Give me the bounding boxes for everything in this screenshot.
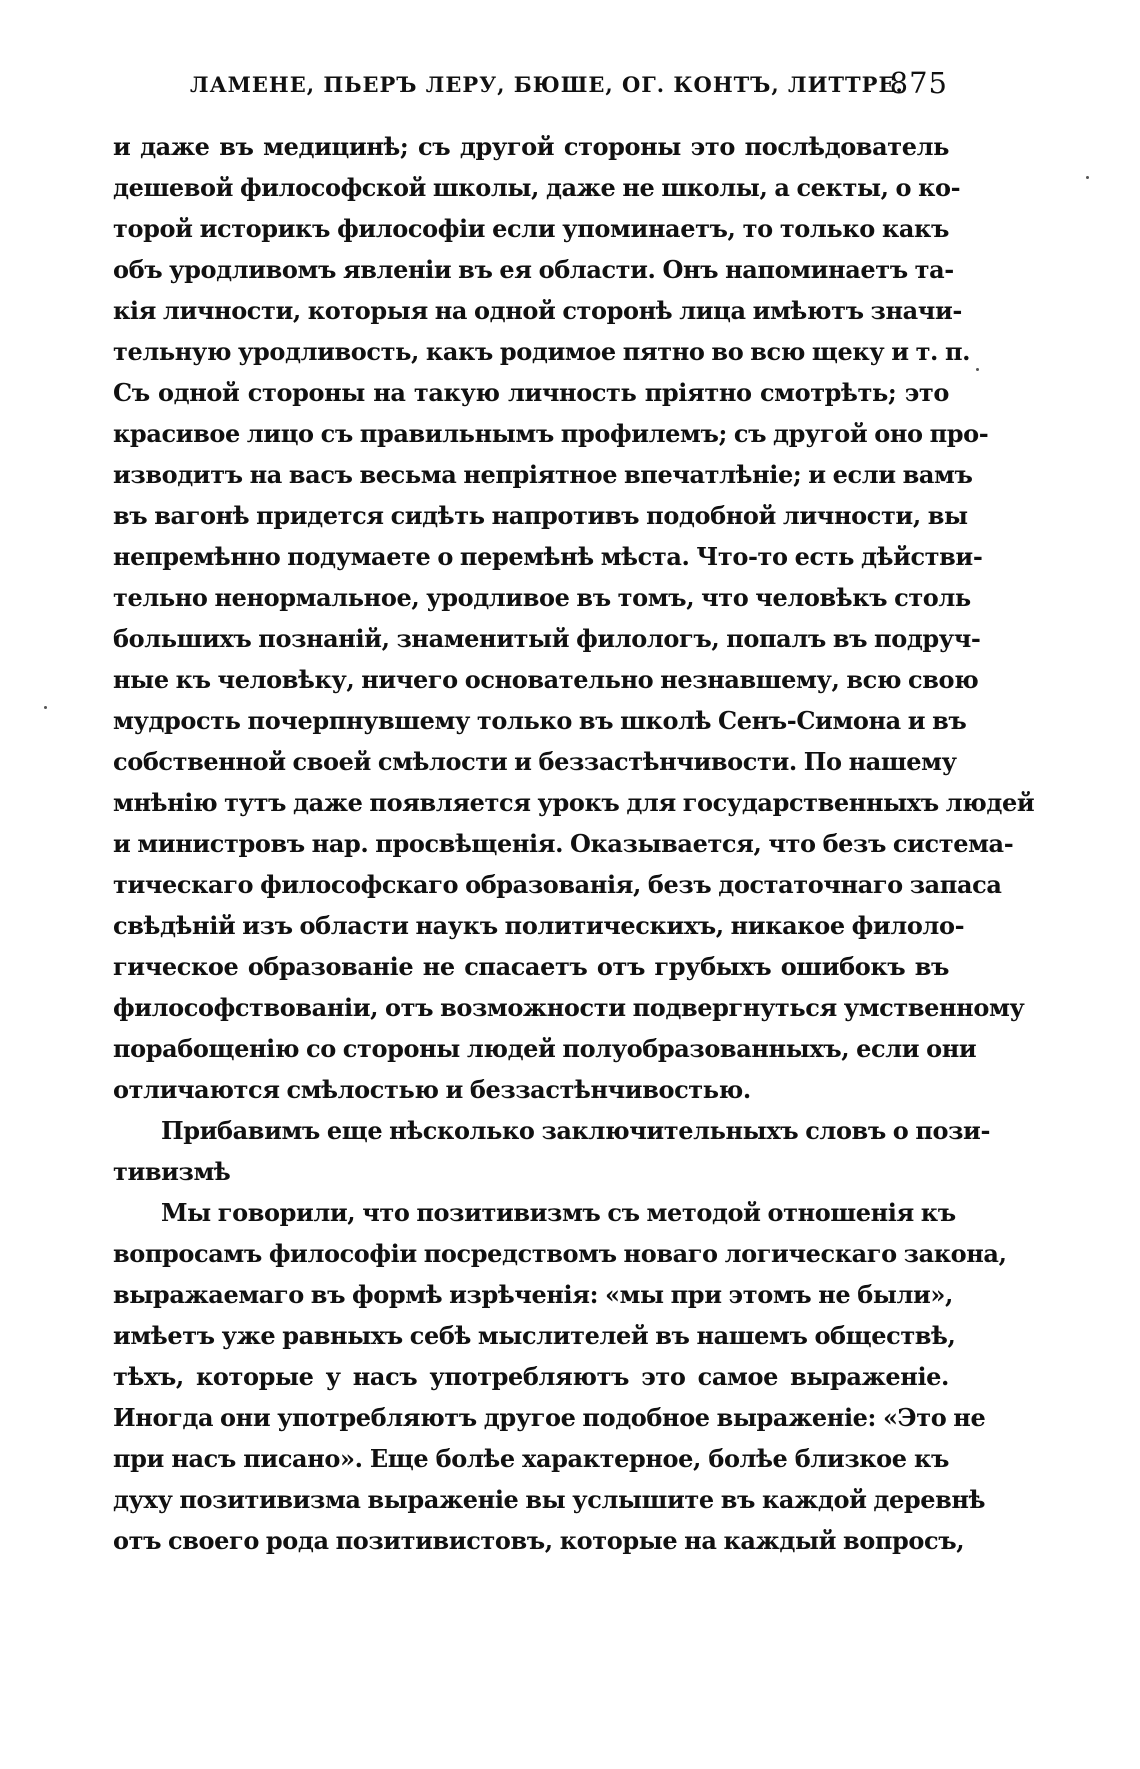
text-line: порабощенію со стороны людей полуобразованныхъ, если они xyxy=(113,1034,977,1063)
text-line: мудрость почерпнувшему только въ школѣ Сенъ-Симона и въ xyxy=(113,706,967,735)
text-line: духу позитивизма выраженіе вы услышите въ каждой деревнѣ xyxy=(113,1485,986,1514)
page-header xyxy=(190,66,950,106)
text-line: вопросамъ философіи посредствомъ новаго логическаго закона, xyxy=(113,1239,1007,1268)
text-line: красивое лицо съ правильнымъ профилемъ; съ другой оно про- xyxy=(113,419,989,448)
text-line: имѣетъ уже равныхъ себѣ мыслителей въ нашемъ обществѣ, xyxy=(113,1321,956,1350)
text-line: тельно ненормальное, уродливое въ томъ, что человѣкъ столь xyxy=(113,583,971,612)
text-line: свѣдѣній изъ области наукъ политическихъ, никакое филоло- xyxy=(113,911,965,940)
text-line: торой историкъ философіи если упоминаетъ, то только какъ xyxy=(113,214,949,243)
text-line: отъ своего рода позитивистовъ, которые на каждый вопросъ, xyxy=(113,1526,965,1555)
page-number: 875 xyxy=(889,66,948,100)
text-line: и даже въ медицинѣ; съ другой стороны это послѣдователь xyxy=(113,132,949,161)
text-line: выражаемаго въ формѣ изрѣченія: «мы при этомъ не были», xyxy=(113,1280,953,1309)
text-line: кія личности, которыя на одной сторонѣ лица имѣютъ значи- xyxy=(113,296,962,325)
text-line: гическое образованіе не спасаетъ отъ грубыхъ ошибокъ въ xyxy=(113,952,949,981)
text-line: отличаются смѣлостью и беззастѣнчивостью. xyxy=(113,1075,751,1104)
text-line: Мы говорили, что позитивизмъ съ методой отношенія къ xyxy=(161,1198,956,1227)
text-line: большихъ познаній, знаменитый филологъ, попалъ въ подруч- xyxy=(113,624,981,653)
text-line: собственной своей смѣлости и беззастѣнчивости. По нашему xyxy=(113,747,957,776)
text-line: тивизмѣ xyxy=(113,1157,231,1186)
text-line: дешевой философской школы, даже не школы, а секты, о ко- xyxy=(113,173,961,202)
scan-speck xyxy=(44,706,47,709)
running-head: ЛАМЕНЕ, ПЬЕРЪ ЛЕРУ, БЮШЕ, ОГ. КОНТЪ, ЛИТТРЕ. xyxy=(190,72,904,97)
text-line: объ уродливомъ явленіи въ ея области. Онъ напоминаетъ та- xyxy=(113,255,954,284)
text-line: ные къ человѣку, ничего основательно незнавшему, всю свою xyxy=(113,665,979,694)
body-text xyxy=(113,126,1035,1561)
text-line: изводитъ на васъ весьма непріятное впечатлѣніе; и если вамъ xyxy=(113,460,973,489)
text-line: непремѣнно подумаете о перемѣнѣ мѣста. Что-то есть дѣйстви- xyxy=(113,542,983,571)
scan-speck xyxy=(1086,176,1089,179)
text-line: мнѣнію тутъ даже появляется урокъ для государственныхъ людей xyxy=(113,788,1035,817)
text-line: при насъ писано». Еще болѣе характерное, болѣе близкое къ xyxy=(113,1444,949,1473)
scan-speck xyxy=(976,368,979,371)
text-line: въ вагонѣ придется сидѣть напротивъ подобной личности, вы xyxy=(113,501,968,530)
text-line: философствованіи, отъ возможности подвергнуться умственному xyxy=(113,993,1025,1022)
text-line: и министровъ нар. просвѣщенія. Оказывается, что безъ система- xyxy=(113,829,1014,858)
text-line: Прибавимъ еще нѣсколько заключительныхъ словъ о пози- xyxy=(161,1116,991,1145)
text-line: тѣхъ, которые у насъ употребляютъ это самое выраженіе. xyxy=(113,1362,949,1391)
text-line: тельную уродливость, какъ родимое пятно во всю щеку и т. п. xyxy=(113,337,971,366)
text-line: тическаго философскаго образованія, безъ достаточнаго запаса xyxy=(113,870,1002,899)
text-line: Иногда они употребляютъ другое подобное выраженіе: «Это не xyxy=(113,1403,986,1432)
text-line: Съ одной стороны на такую личность пріятно смотрѣть; это xyxy=(113,378,949,407)
